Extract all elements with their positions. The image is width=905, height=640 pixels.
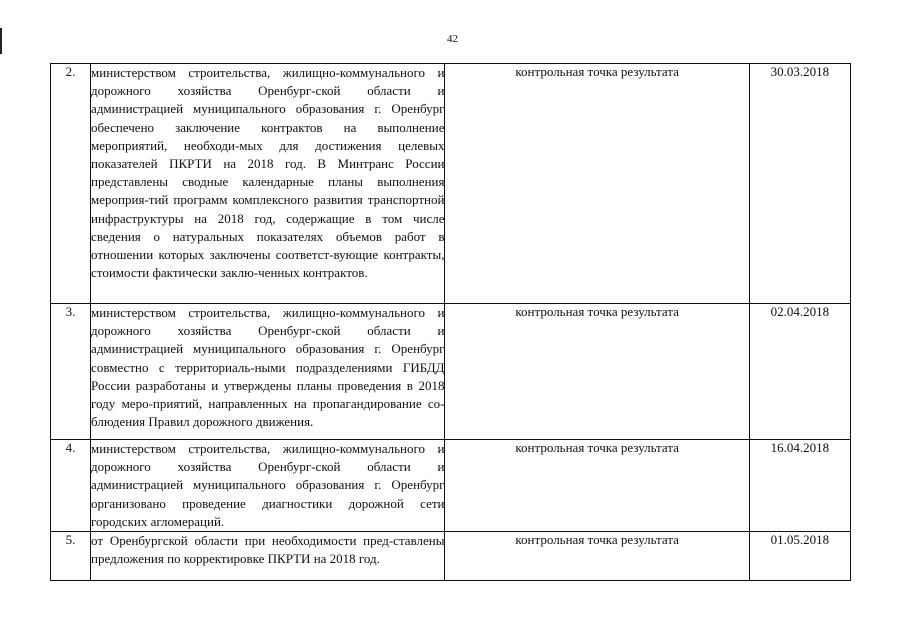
row-type: контрольная точка результата: [445, 64, 749, 304]
row-description-text: от Оренбургской области при необходимости пред-ставлены предложения по корректировке ПКРТИ на 2018 год.: [91, 533, 445, 567]
table-row: [51, 532, 851, 581]
row-date: 01.05.2018: [749, 532, 850, 581]
page-number: 42: [447, 33, 458, 45]
row-number: 4.: [51, 440, 91, 532]
table-row: [51, 304, 851, 440]
row-description: [91, 304, 445, 440]
row-number: 2.: [51, 64, 91, 304]
table-row: [51, 64, 851, 304]
row-date: 30.03.2018: [749, 64, 850, 304]
row-date: 02.04.2018: [749, 304, 850, 440]
table-row: [51, 440, 851, 532]
control-points-table: [50, 63, 851, 581]
row-description: [91, 532, 445, 581]
row-type: контрольная точка результата: [445, 304, 749, 440]
row-type: контрольная точка результата: [445, 532, 749, 581]
row-description: [91, 64, 445, 304]
row-description: [91, 440, 445, 532]
row-number: 5.: [51, 532, 91, 581]
row-number: 3.: [51, 304, 91, 440]
row-date: 16.04.2018: [749, 440, 850, 532]
row-description-text: министерством строительства, жилищно-коммунального и дорожного хозяйства Оренбург-ской области и администрацией муниципального образования г. Оренбург обеспечено заключение контрактов на выполнение мероприятий, необходи-мых для достижения целевых показателей ПКРТИ на 2018 год. В Минтранс России представлены сводные календарные планы выполнения мероприя-тий программ комплексного развития транспортной инфраструктуры на 2018 год, содержащие в том числе сведения о натуральных показателях объемов работ в отношении которых заключены соответст-вующие контракты, стоимости фактически заклю-ченных контрактов.: [91, 65, 445, 281]
row-type: контрольная точка результата: [445, 440, 749, 532]
row-description-text: министерством строительства, жилищно-коммунального и дорожного хозяйства Оренбург-ской области и администрацией муниципального образования г. Оренбург совместно с территориаль-ными подразделениями ГИБДД России разработаны и утверждены планы проведения в 2018 году меро-приятий, направленных на пропагандирование со-блюдения Правил дорожного движения.: [91, 305, 445, 430]
row-description-text: министерством строительства, жилищно-коммунального и дорожного хозяйства Оренбург-ской области и администрацией муниципального образования г. Оренбург организовано проведение диагностики дорожной сети городских агломераций.: [91, 441, 445, 529]
